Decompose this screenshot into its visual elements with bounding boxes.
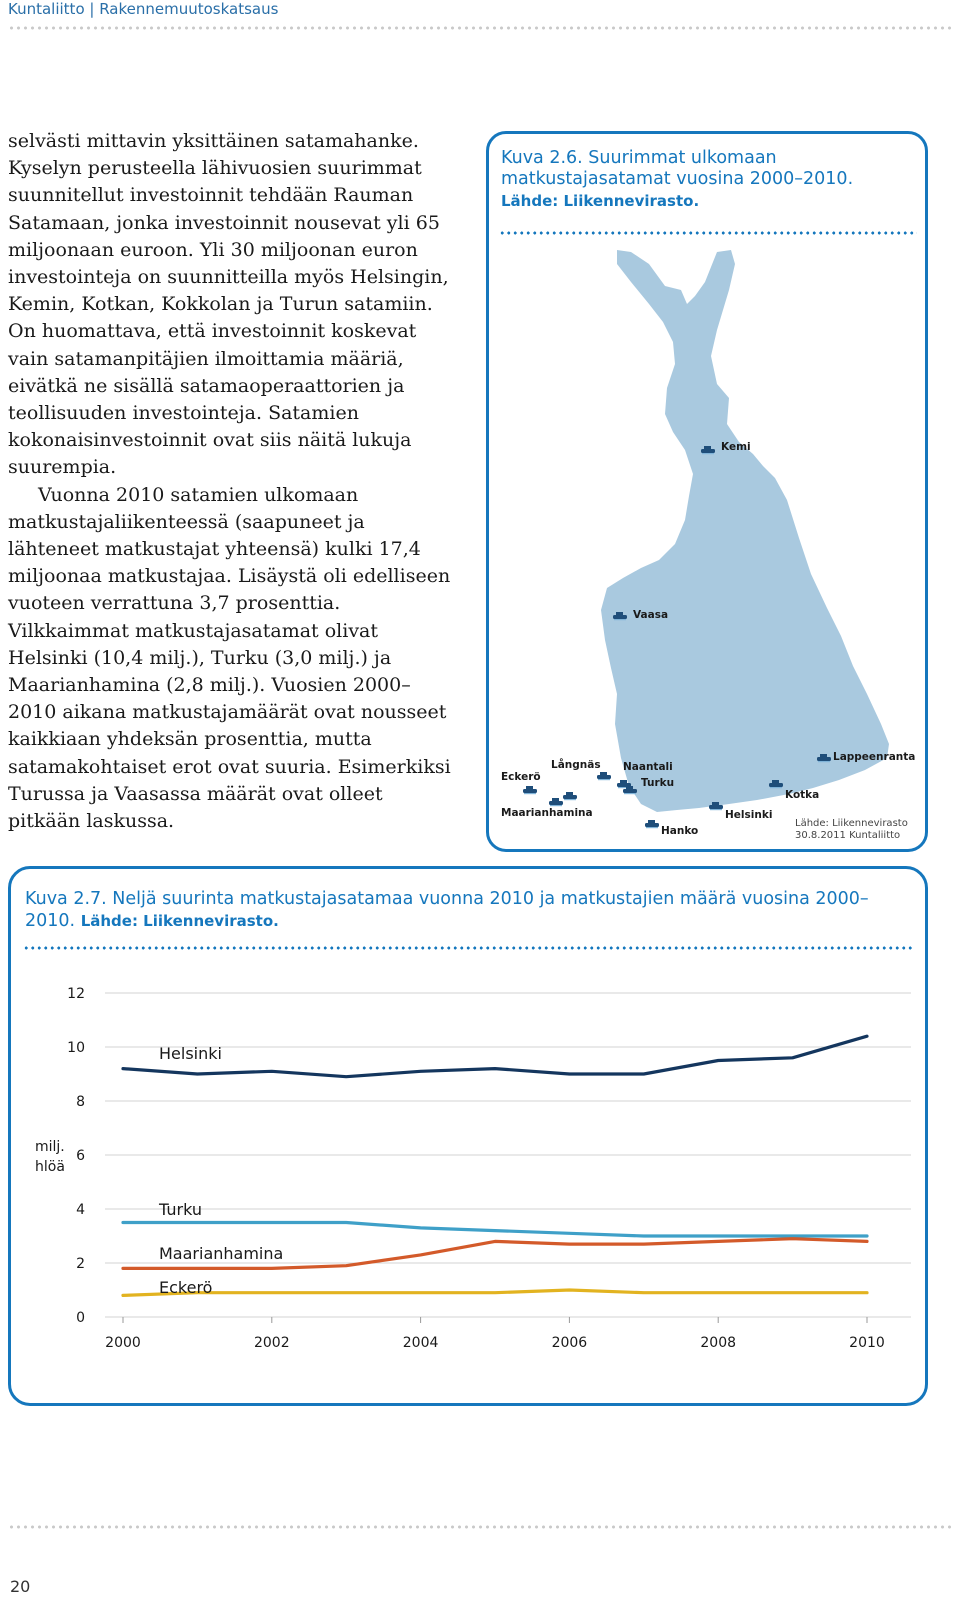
header-divider: [8, 26, 952, 30]
x-tick-label: 2002: [253, 1335, 290, 1351]
port-label-langnas: Långnäs: [551, 759, 601, 771]
ship-icon: [523, 786, 537, 794]
port-label-vaasa: Vaasa: [633, 609, 669, 621]
document-header: Kuntaliitto | Rakennemuutoskatsaus: [8, 0, 279, 18]
y-tick-label: 12: [67, 986, 85, 1002]
footer-divider: [8, 1525, 952, 1529]
figure-divider: [23, 946, 913, 950]
series-label-turku: Turku: [159, 1200, 202, 1219]
figure-divider: [499, 231, 917, 235]
ship-icon: [549, 798, 563, 806]
map-source-line2: 30.8.2011 Kuntaliitto: [795, 830, 901, 841]
y-tick-label: 2: [76, 1256, 85, 1272]
x-tick-label: 2000: [105, 1335, 141, 1351]
finland-map-shape: [601, 250, 889, 812]
y-axis-label-line2: hlöä: [35, 1159, 65, 1175]
figure-source: Lähde: Liikennevirasto.: [80, 912, 279, 930]
port-label-lappeenranta: Lappeenranta: [833, 751, 916, 763]
port-label-hanko: Hanko: [661, 825, 699, 837]
series-label-maarianhamina: Maarianhamina: [159, 1244, 284, 1263]
x-tick-labels: [105, 1317, 885, 1351]
y-tick-label: 6: [76, 1148, 85, 1164]
series-line-eckerö: [123, 1290, 867, 1295]
x-tick-label: 2010: [849, 1335, 885, 1351]
figure-title: Kuva 2.6. Suurimmat ulkomaan matkustajasatamat vuosina 2000–2010.: [501, 148, 854, 189]
figure-source: Lähde: Liikennevirasto.: [501, 192, 700, 210]
body-text: [8, 128, 456, 835]
series-line-helsinki: [123, 1036, 867, 1077]
paragraph: selvästi mittavin yksittäinen satamahanke. Kyselyn perusteella lähivuosien suurimmat suunnitellut investoinnit tehdään Rauman Satamaan, jonka investoinnit nousevat yli 65 miljoonaan euroon. Yli 30 miljoonan euron investointeja on suunnitteilla myös Helsingin, Kemin, Kotkan, Kokkolan ja Turun satamiin. On huomattava, että investoinnit koskevat vain satamanpitäjien ilmoittamia määriä, eivätkä ne sisällä satamaoperaattorien ja teollisuuden investointeja. Satamien kokonaisinvestoinnit ovat siis näitä lukuja suurempia.: [8, 130, 449, 479]
port-label-kotka: Kotka: [785, 789, 820, 801]
map-source-line1: Lähde: Liikennevirasto: [795, 818, 908, 829]
figure-chart-box: [8, 866, 928, 1406]
figure-title: [25, 888, 905, 932]
x-tick-label: 2006: [551, 1335, 588, 1351]
series-label-helsinki: Helsinki: [159, 1044, 222, 1063]
paragraph: Vuonna 2010 satamien ulkomaan matkustajaliikenteessä (saapuneet ja lähteneet matkustajat yhteensä) kulki 17,4 miljoonaa matkustajaa. Lisäystä oli edelliseen vuoteen verrattuna 3,7 prosenttia. Vilkkaimmat matkustajasatamat olivat Helsinki (10,4 milj.), Turku (3,0 milj.) ja Maarianhamina (2,8 milj.). Vuosien 2000–2010 aikana matkustajamäärät ovat nousseet kaikkiaan yhdeksän prosenttia, mutta satamakohtaiset erot ovat suuria. Esimerkiksi Turussa ja Vaasassa määrät ovat olleet pitkään laskussa.: [8, 483, 451, 833]
series-line-turku: [123, 1223, 867, 1237]
y-tick-label: 8: [76, 1094, 85, 1110]
finland-map: [489, 238, 925, 850]
ship-icon: [563, 792, 577, 800]
x-tick-label: 2008: [700, 1335, 737, 1351]
port-label-kemi: Kemi: [721, 441, 751, 453]
figure-title-text: Kuva 2.7. Neljä suurinta matkustajasatamaa vuonna 2010 ja matkustajien määrä vuosina 2000–2010.: [25, 889, 869, 931]
port-label-helsinki: Helsinki: [725, 809, 773, 821]
y-tick-label: 4: [76, 1202, 85, 1218]
x-tick-label: 2004: [402, 1335, 439, 1351]
ship-icon: [597, 772, 611, 780]
ship-icon: [645, 820, 659, 828]
port-label-maarianhamina: Maarianhamina: [501, 807, 593, 819]
page-number: 20: [10, 1577, 31, 1596]
port-label-turku: Turku: [641, 777, 675, 789]
line-chart: [11, 955, 925, 1395]
y-tick-label: 10: [67, 1040, 85, 1056]
y-tick-label: 0: [76, 1310, 85, 1326]
figure-map-box: [486, 131, 928, 852]
y-axis-label-line1: milj.: [35, 1139, 65, 1155]
y-tick-labels: [67, 986, 85, 1326]
series-label-eckero: Eckerö: [159, 1278, 213, 1297]
port-label-naantali: Naantali: [623, 761, 673, 773]
port-label-eckero: Eckerö: [501, 771, 541, 783]
